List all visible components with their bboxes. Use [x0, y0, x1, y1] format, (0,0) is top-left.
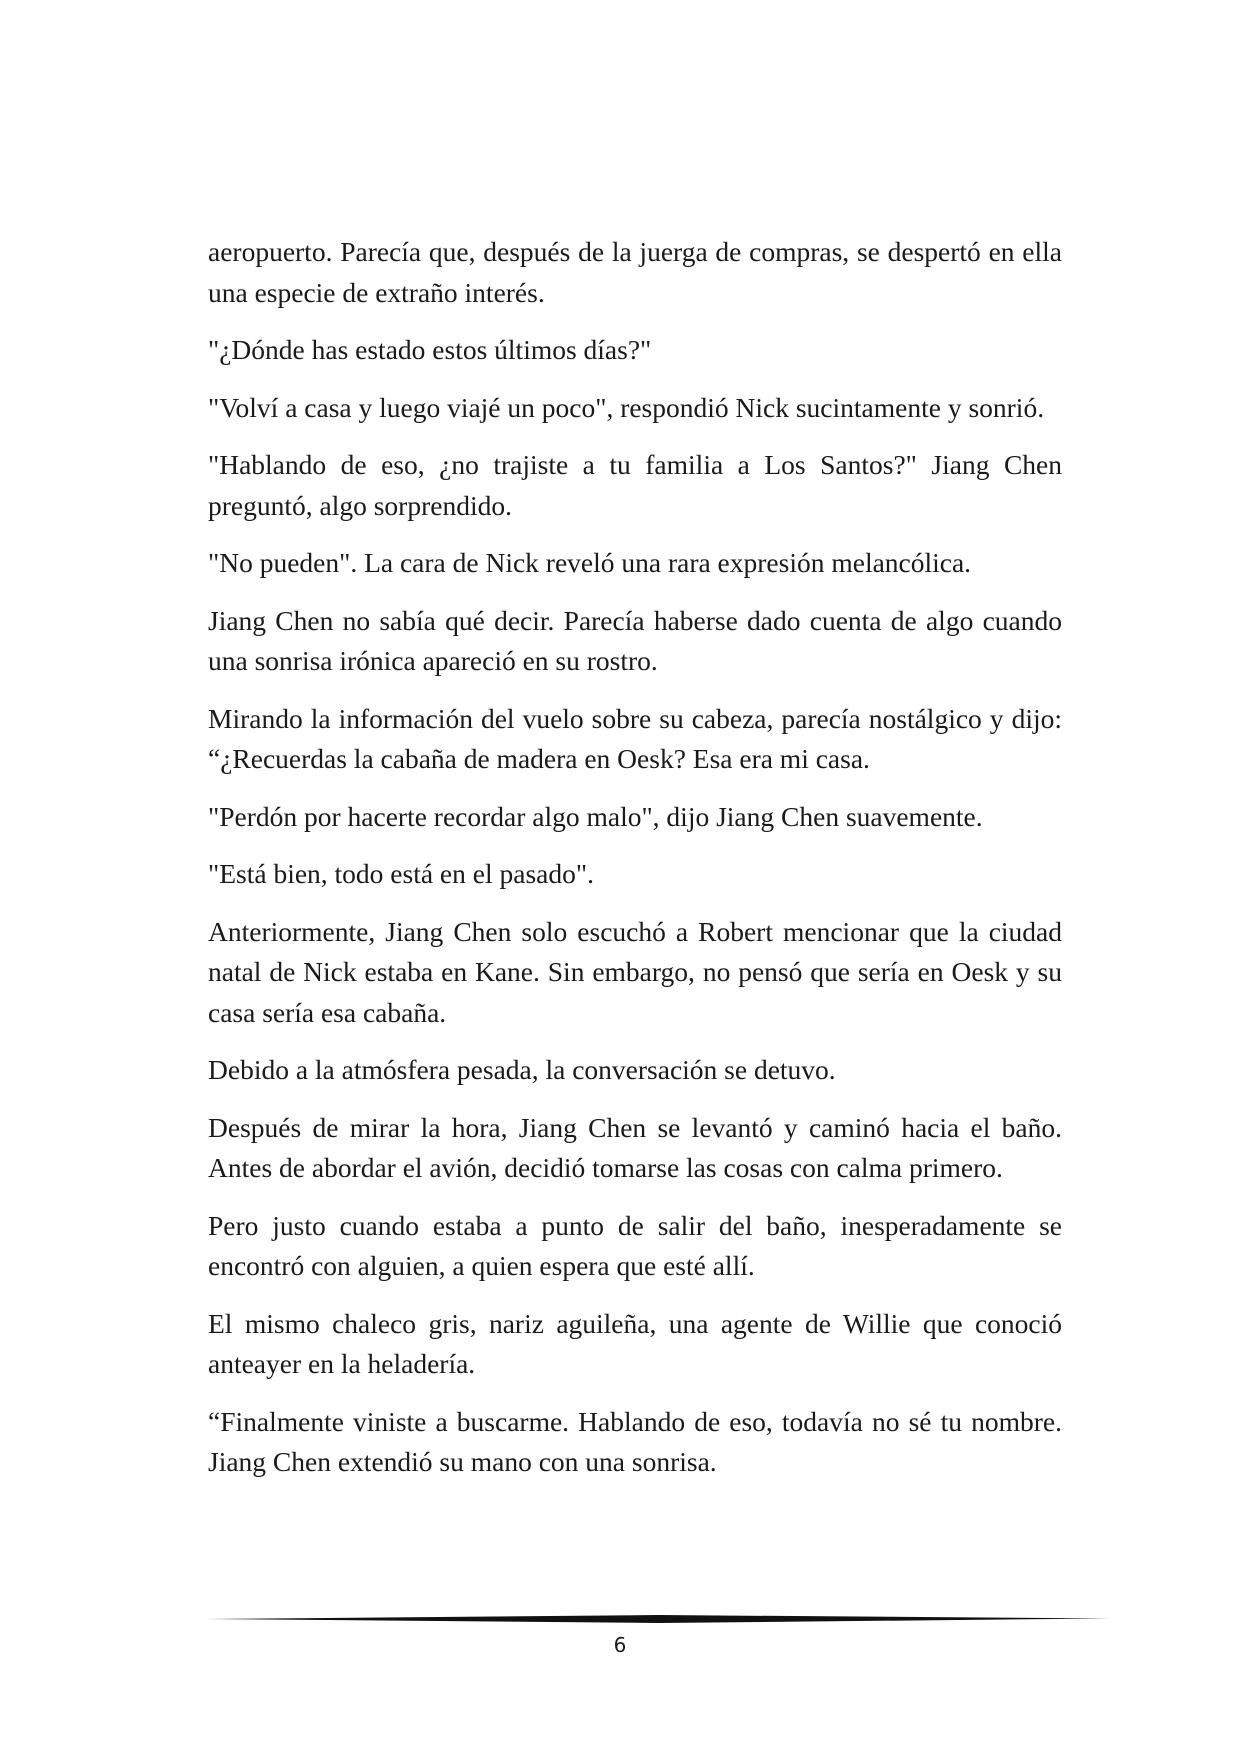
paragraph-8: "Perdón por hacerte recordar algo malo", dijo Jiang Chen suavemente.: [208, 800, 983, 832]
paragraph-1: aeropuerto. Parecía que, después de la juerga de compras, se despertó en ella una especie de extraño interés.: [208, 236, 1062, 308]
footer-divider-stroke: [207, 1615, 1109, 1623]
paragraph-14: El mismo chaleco gris, nariz aguileña, una agente de Willie que conoció anteayer en la heladería.: [208, 1307, 1062, 1379]
paragraph-3: "Volví a casa y luego viajé un poco", respondió Nick sucintamente y sonrió.: [208, 391, 1045, 423]
paragraph-2: "¿Dónde has estado estos últimos días?": [208, 334, 652, 365]
paragraph-13: Pero justo cuando estaba a punto de salir del baño, inesperadamente se encontró con alguien, a quien espera que esté allí.: [208, 1209, 1062, 1281]
paragraph-5: "No pueden". La cara de Nick reveló una rara expresión melancólica.: [208, 547, 972, 578]
paragraph-15: “Finalmente viniste a buscarme. Hablando de eso, todavía no sé tu nombre. Jiang Chen extendió su mano con una sonrisa.: [208, 1405, 1062, 1477]
footer-divider: [207, 1614, 1109, 1624]
paragraph-6: Jiang Chen no sabía qué decir. Parecía haberse dado cuenta de algo cuando una sonrisa irónica apareció en su rostro.: [208, 604, 1062, 676]
paragraph-7: Mirando la información del vuelo sobre su cabeza, parecía nostálgico y dijo: “¿Recuerdas la cabaña de madera en Oesk? Esa era mi casa.: [208, 702, 1062, 774]
paragraph-12: Después de mirar la hora, Jiang Chen se levantó y caminó hacia el baño. Antes de abordar el avión, decidió tomarse las cosas con calma primero.: [208, 1111, 1062, 1183]
paragraph-4: "Hablando de eso, ¿no trajiste a tu familia a Los Santos?" Jiang Chen preguntó, algo sorprendido.: [208, 449, 1062, 521]
paragraph-9: "Está bien, todo está en el pasado".: [208, 858, 594, 889]
page-number: 6: [613, 1633, 627, 1657]
body-text: [208, 232, 1062, 1500]
paragraph-10: Anteriormente, Jiang Chen solo escuchó a Robert mencionar que la ciudad natal de Nick estaba en Kane. Sin embargo, no pensó que sería en Oesk y su casa sería esa cabaña.: [208, 915, 1062, 1028]
paragraph-11: Debido a la atmósfera pesada, la conversación se detuvo.: [208, 1054, 836, 1085]
